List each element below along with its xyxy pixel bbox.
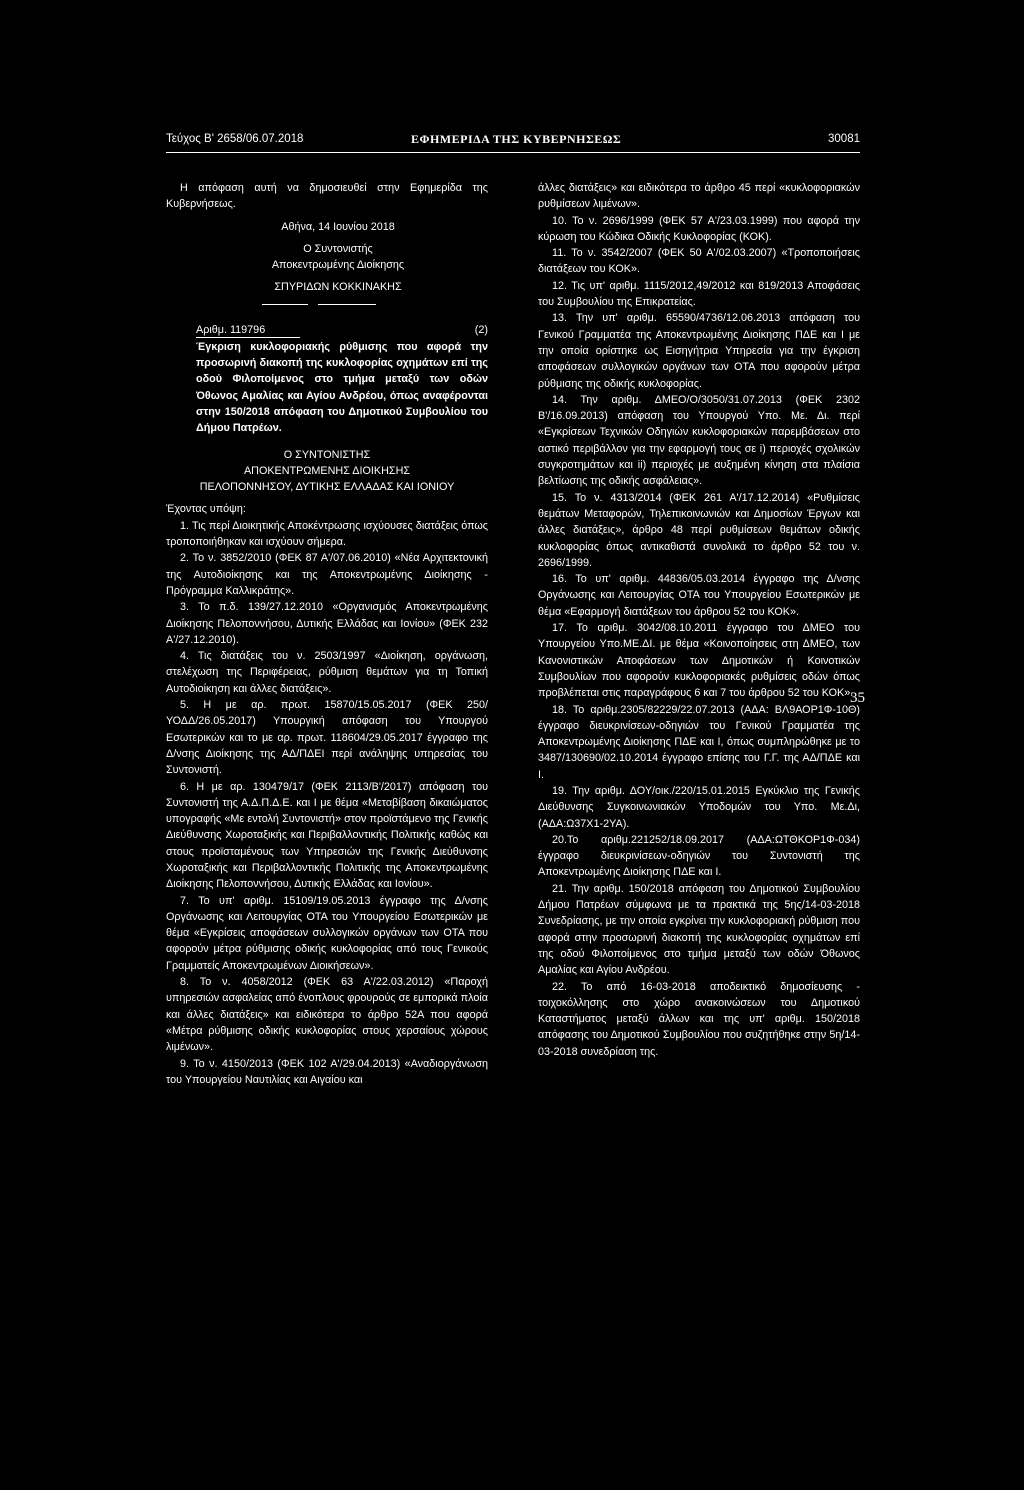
list-item: 16. Το υπ' αριθμ. 44836/05.03.2014 έγγραφο της Δ/νσης Οργάνωσης και Λειτουργίας ΟΤΑ του Υπουργείου Εσωτερικών με θέμα «Εφαρμογή διατάξεων του άρθρου 52 του ΚΟΚ». [538,573,860,618]
list-item: 15. Το ν. 4313/2014 (ΦΕΚ 261 Α'/17.12.2014) «Ρυθμίσεις θεμάτων Μεταφορών, Τηλεπικοινωνιών και Δημοσίων Έργων και άλλες διατάξεις», άρθρο 48 περί ρυθμίσεων θεμάτων οδικής κυκλοφορίας όπως αντικαθιστά συνολικά το άρθρο 52 του ν. 2696/1999. [538,491,860,569]
header-rule [166,152,860,153]
decision-underline [196,337,300,338]
page-code: 30081 [828,133,860,145]
list-item: 3. Το π.δ. 139/27.12.2010 «Οργανισμός Αποκεντρωμένης Διοίκησης Πελοποννήσου, Δυτικής Ελλάδας και Ιονίου» (ΦΕΚ 232 Α'/27.12.2010). [166,601,488,646]
list-item: 18. Το αριθμ.2305/82229/22.07.2013 (ΑΔΑ: ΒΛ9ΑΟΡ1Φ-10Θ) έγγραφο διευκρινίσεων-οδηγιών του Γενικού Γραμματέα της Αποκεντρωμένης Διοίκησης ΠΔΕ και Ι, όπως συμπληρώθηκε με το 3487/130690/02.10.2014 έγγραφο επίσης του Γ.Γ. της ΑΔ/ΠΔΕ και Ι. [538,703,860,781]
decision-number-line [166,322,488,339]
signature-date: Αθήνα, 14 Ιουνίου 2018 [281,220,395,233]
page-number: 35 [850,690,865,706]
separator-rule [262,304,308,305]
signer-role-2: Αποκεντρωμένης Διοίκησης [271,259,405,272]
authority-line: Ο ΣΥΝΤΟΝΙΣΤΗΣ [283,448,371,461]
list-item: 5. Η με αρ. πρωτ. 15870/15.05.2017 (ΦΕΚ 250/ΥΟΔΔ/26.05.2017) Υπουργική απόφαση του Υπουργού Εσωτερικών και το με αρ. πρωτ. 118604/29.05.2017 έγγραφο της Δ/νσης Διοίκησης της ΑΔ/ΠΔΕΙ περί ανάληψης υπηρεσίας του Συντονιστή. [166,699,488,777]
list-item: 22. Το από 16-03-2018 αποδεικτικό δημοσίευσης - τοιχοκόλλησης στο χώρο ανακοινώσεων του Δημοτικού Καταστήματος μεταξύ άλλων και της υπ' αριθμ. 150/2018 απόφασης του Δημοτικού Συμβουλίου που συζητήθηκε στην 5η/14-03-2018 συνεδρίαση της. [538,980,860,1058]
list-item: 6. Η με αρ. 130479/17 (ΦΕΚ 2113/Β'/2017) απόφαση του Συντονιστή της Α.Δ.Π.Δ.Ε. και Ι με θέμα «Μεταβίβαση δικαιώματος υπογραφής «Με εντολή Συντονιστή» στον προϊστάμενο της Γενικής Διεύθυνσης Χωροταξικής και Περιβαλλοντικής Πολιτικής καθώς και στους προϊσταμένους των Υπηρεσιών της Γενικής Διεύθυνσης Χωροταξικής και Περιβαλλοντικής Πολιτικής της Αποκεντρωμένης Διοίκησης Πελοποννήσου, Δυτικής Ελλάδας και Ιονίου». [166,780,488,891]
separator-rules [166,296,488,312]
list-item: 9. Το ν. 4150/2013 (ΦΕΚ 102 Α'/29.04.2013) «Αναδιοργάνωση του Υπουργείου Ναυτιλίας και Αιγαίου και [166,1057,488,1086]
decision-subject: Έγκριση κυκλοφοριακής ρύθμισης που αφορά την προσωρινή διακοπή της κυκλοφορίας οχημάτων επί της οδού Φιλοποίμενος στο τμήμα μεταξύ των οδών Όθωνος Αμαλίας και Αγίου Ανδρέου, όπως αναφέρονται στην 150/2018 απόφαση του Δημοτικού Συμβουλίου του Δήμου Πατρέων. [196,340,488,435]
decision-index: (2) [474,323,488,336]
list-item: 12. Τις υπ' αριθμ. 1115/2012,49/2012 και 819/2013 Αποφάσεις του Συμβουλίου της Επικρατείας. [538,279,860,309]
continuation-paragraph: άλλες διατάξεις» και ειδικότερα το άρθρο 45 περί «κυκλοφοριακών ρυθμίσεων λιμένων». [538,182,860,211]
issue-reference: Τεύχος Β' 2658/06.07.2018 [166,133,304,145]
list-item: 13. Την υπ' αριθμ. 65590/4736/12.06.2013 απόφαση του Γενικού Γραμματέα της Αποκεντρωμένης Διοίκησης ΠΔΕ και Ι με την οποία ορίστηκε ως Εισηγήτρια Υπηρεσία για την έγκριση αποφάσεων συλλογικών οργάνων των ΟΤΑ που αφορούν μέτρα ρύθμισης της οδικής κυκλοφορίας. [538,312,860,390]
list-item: 17. Το αριθμ. 3042/08.10.2011 έγγραφο του ΔΜΕΟ του Υπουργείου Υπο.ΜΕ.ΔΙ. με θέμα «Κοινοποίησεις στη ΔΜΕΟ, των Κανονιστικών Αποφάσεων των Δημοτικών ή Κοινοτικών Συμβουλίων που αφορούν κυκλοφοριακές ρυθμίσεις οδών όπως προβλέπεται στις παραγράφους 6 και 7 του άρθρου 52 του ΚΟΚ». [538,622,860,700]
list-item: 4. Τις διατάξεις του ν. 2503/1997 «Διοίκηση, οργάνωση, στελέχωση της Περιφέρειας, ρύθμιση θεμάτων για τη Τοπική Αυτοδιοίκηση και άλλες διατάξεις». [166,650,488,695]
list-item: 19. Την αριθμ. ΔΟΥ/οικ./220/15.01.2015 Εγκύκλιο της Γενικής Διεύθυνσης Συγκοινωνιακών Υποδομών του Υπο. Με.Δι, (ΑΔΑ:Ω37Χ1-2ΥΑ). [538,784,860,830]
page-header [166,133,860,151]
signer-role: Ο Συντονιστής [303,242,373,255]
list-item: 14. Την αριθμ. ΔΜΕΟ/Ο/3050/31.07.2013 (ΦΕΚ 2302 Β'/16.09.2013) απόφαση του Υπουργού Υπο. Με. Δι. περί «Εγκρίσεων Τεχνικών Οδηγιών κυκλοφοριακών παρεμβάσεων στο αστικό περιβάλλον για την εφαρμογή τους σε i) περιοχές σχολικών συγκροτημάτων και ii) περιοχές με αυξημένη κίνηση στα πλαίσια βελτίωσης της οδικής ασφάλειας». [538,393,860,488]
list-item: 7. Το υπ' αριθμ. 15109/19.05.2013 έγγραφο της Δ/νσης Οργάνωσης και Λειτουργίας ΟΤΑ του Υπουργείου Εσωτερικών με θέμα «Εγκρίσεις αποφάσεων συλλογικών οργάνων των ΟΤΑ που αφορούν μέτρα ρύθμισης οδικής κυκλοφορίας από τους Γενικούς Γραμματείς Αποκεντρωμένων Διοικήσεων». [166,894,488,972]
list-item: 10. Το ν. 2696/1999 (ΦΕΚ 57 Α'/23.03.1999) που αφορά την κύρωση του Κώδικα Οδικής Κυκλοφορίας (ΚΟΚ). [538,214,860,243]
list-item: 21. Την αριθμ. 150/2018 απόφαση του Δημοτικού Συμβουλίου Δήμου Πατρέων σύμφωνα με τα πρακτικά της 5ης/14-03-2018 Συνεδρίασης, με την οποία εγκρίνει την κυκλοφοριακή ρύθμιση που αφορά στην προσωρινή διακοπή της κυκλοφορίας οχημάτων επί της οδού Φιλοποίμενος στο τμήμα μεταξύ των οδών Όθωνος Αμαλίας και Αγίου Ανδρέου. [538,882,860,977]
list-item: 20.Το αριθμ.221252/18.09.2017 (ΑΔΑ:ΩΤΘΚΟΡ1Φ-034) έγγραφο διευκρινίσεων-οδηγιών του Συντονιστή της Αποκεντρωμένης Διοίκησης ΠΔΕ και Ι. [538,833,860,879]
intro-paragraph: Η απόφαση αυτή να δημοσιευθεί στην Εφημερίδα της Κυβερνήσεως. [166,182,488,211]
signer-name: ΣΠΥΡΙΔΩΝ ΚΟΚΚΙΝΑΚΗΣ [274,281,402,294]
having-in-view: Έχοντας υπόψη: [166,503,246,516]
list-item: 11. Το ν. 3542/2007 (ΦΕΚ 50 Α'/02.03.2007) «Τροποποιήσεις διατάξεων του ΚΟΚ». [538,247,860,276]
left-column [166,180,488,1088]
separator-rule [318,304,376,305]
authority-line: ΑΠΟΚΕΝΤΡΩΜΕΝΗΣ ΔΙΟΙΚΗΣΗΣ [243,464,411,477]
list-item: 1. Τις περί Διοικητικής Αποκέντρωσης ισχύουσες διατάξεις όπως τροποποιήθηκαν και ισχύουν σήμερα. [166,519,488,549]
authority-line: ΠΕΛΟΠΟΝΝΗΣΟΥ, ΔΥΤΙΚΗΣ ΕΛΛΑΔΑΣ ΚΑΙ ΙΟΝΙΟΥ [199,481,455,494]
gazette-title: ΕΦΗΜΕΡΙΔΑ ΤΗΣ ΚΥΒΕΡΝΗΣΕΩΣ [411,132,622,146]
right-column [538,180,860,1060]
list-item: 8. Το ν. 4058/2012 (ΦΕΚ 63 Α'/22.03.2012) «Παροχή υπηρεσιών ασφαλείας από ένοπλους φρουρούς σε εμπορικά πλοία και άλλες διατάξεις» και ειδικότερα το άρθρο 52Α που αφορά «Μέτρα ρύθμισης οδικής κυκλοφορίας στους χερσαίους χώρους λιμένων». [166,976,488,1054]
list-item: 2. Το ν. 3852/2010 (ΦΕΚ 87 Α'/07.06.2010) «Νέα Αρχιτεκτονική της Αυτοδιοίκησης και της Αποκεντρωμένης Διοίκησης - Πρόγραμμα Καλλικράτης». [166,552,488,597]
decision-number: Αριθμ. 119796 [196,323,266,336]
